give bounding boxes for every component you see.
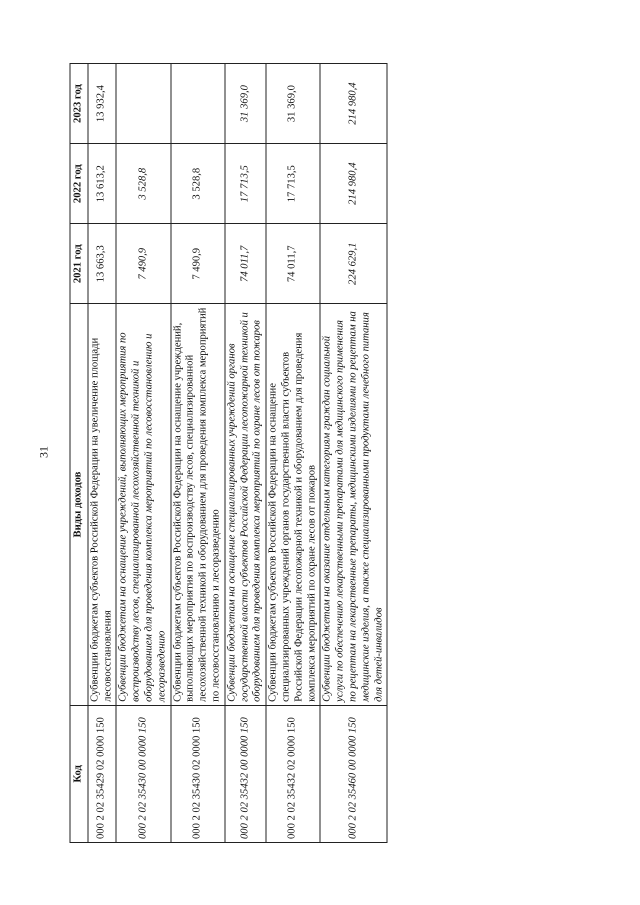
row-value-2021: 74 011,7 <box>266 224 320 304</box>
row-description: Субвенции бюджетам субъектов Российской Федерации на оснащение учреждений, выполняющих мероприятия по воспроизводству лесов, специализированной лесохозяйственной техникой и оборудованием для проведения комплекса мероприятий по лесовосстановлению и лесоразведению <box>171 304 225 706</box>
row-value-2022: 17 713,5 <box>225 144 266 224</box>
row-value-2022: 3 528,8 <box>116 144 170 224</box>
row-value-2021: 224 629,1 <box>320 224 387 304</box>
row-value-2022: 17 713,5 <box>266 144 320 224</box>
row-value-2023: 31 369,0 <box>266 64 320 144</box>
row-value-2022: 13 613,2 <box>88 144 117 224</box>
table-row <box>266 64 320 843</box>
table-row <box>88 64 117 843</box>
row-description: Субвенции бюджетам на оснащение учреждений, выполняющих мероприятия по воспроизводству лесов, специализированной лесохозяйственной техникой и оборудованием для проведения комплекса мероприятий по лесовосстановлению и лесоразведению <box>116 304 170 706</box>
row-code: 000 2 02 35432 02 0000 150 <box>266 705 320 842</box>
row-value-2021: 7 490,9 <box>116 224 170 304</box>
row-value-2021: 13 663,3 <box>88 224 117 304</box>
table-row <box>320 64 387 843</box>
rotated-table-container <box>70 63 585 843</box>
row-value-2023 <box>116 64 170 144</box>
row-code: 000 2 02 35430 00 0000 150 <box>116 705 170 842</box>
header-2023: 2023 год <box>70 64 88 144</box>
row-code: 000 2 02 35432 00 0000 150 <box>225 705 266 842</box>
table-row <box>225 64 266 843</box>
header-2021: 2021 год <box>70 224 88 304</box>
row-description: Субвенции бюджетам субъектов Российской Федерации на оснащение специализированных учреждений органов государственной власти субъектов Российской Федерации лесопожарной техникой и оборудованием для проведения комплекса мероприятий по охране лесов от пожаров <box>266 304 320 706</box>
row-value-2023: 13 932,4 <box>88 64 117 144</box>
row-description: Субвенции бюджетам на оказание отдельным категориям граждан социальной услуги по обеспечению лекарственными препаратами для медицинского применения по рецептам на лекарственные препараты, медицинскими изделиями по рецептам на медицинские изделия, а также специализированными продуктами лечебного питания для детей-инвалидов <box>320 304 387 706</box>
header-code: Код <box>70 705 88 842</box>
header-description: Виды доходов <box>70 304 88 706</box>
header-2022: 2022 год <box>70 144 88 224</box>
row-code: 000 2 02 35460 00 0000 150 <box>320 705 387 842</box>
row-value-2023: 214 980,4 <box>320 64 387 144</box>
row-value-2023 <box>171 64 225 144</box>
row-value-2021: 74 011,7 <box>225 224 266 304</box>
row-value-2022: 214 980,4 <box>320 144 387 224</box>
table-row <box>116 64 170 843</box>
table-row <box>171 64 225 843</box>
row-code: 000 2 02 35429 02 0000 150 <box>88 705 117 842</box>
table-header-row <box>70 64 88 843</box>
row-description: Субвенции бюджетам субъектов Российской Федерации на увеличение площади лесовосстановления <box>88 304 117 706</box>
row-value-2022: 3 528,8 <box>171 144 225 224</box>
revenue-table <box>70 63 388 843</box>
row-description: Субвенции бюджетам на оснащение специализированных учреждений органов государственной власти субъектов Российской Федерации лесопожарной техникой и оборудованием для проведения комплекса мероприятий по охране лесов от пожаров <box>225 304 266 706</box>
row-value-2021: 7 490,9 <box>171 224 225 304</box>
row-value-2023: 31 369,0 <box>225 64 266 144</box>
page-number: 31 <box>36 446 51 458</box>
row-code: 000 2 02 35430 02 0000 150 <box>171 705 225 842</box>
